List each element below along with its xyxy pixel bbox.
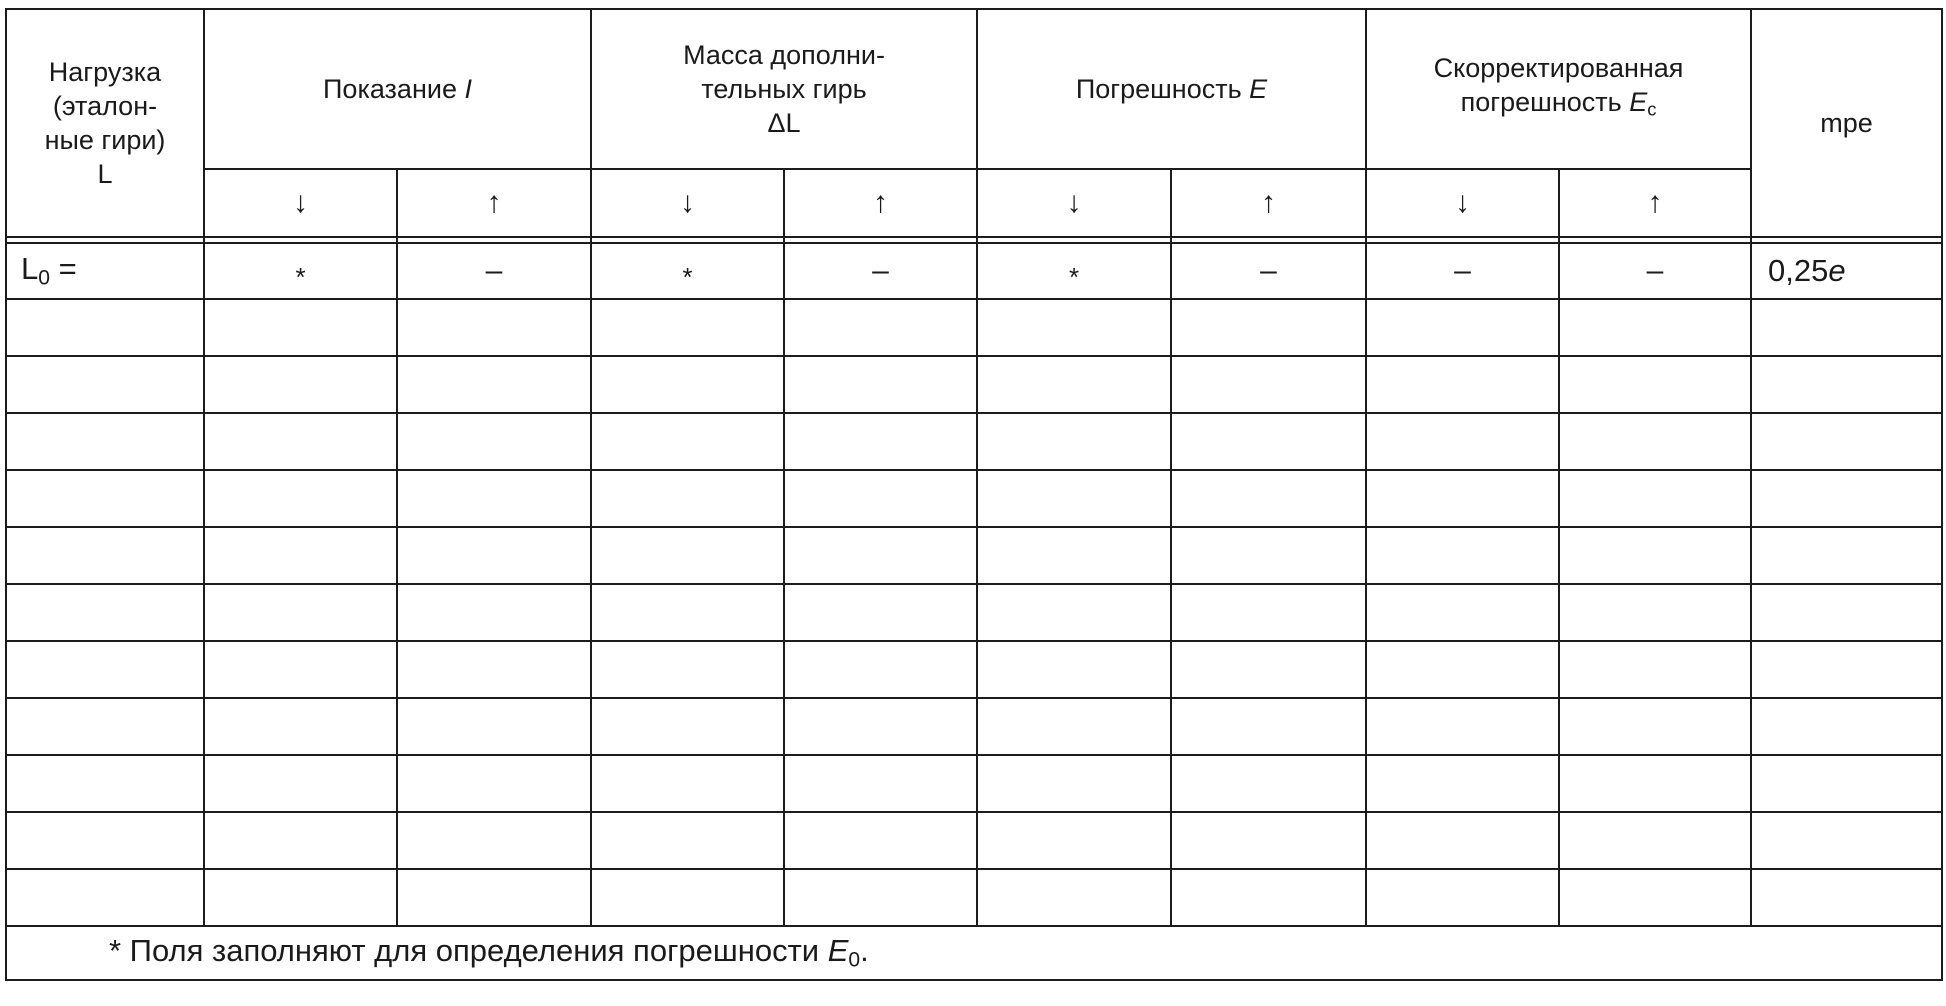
dash-mark: – (485, 254, 503, 287)
footnote-period: . (860, 933, 869, 969)
empty-cell[interactable] (6, 869, 204, 926)
empty-cell[interactable] (784, 869, 977, 926)
footnote (6, 926, 1942, 980)
form-sheet (5, 8, 1941, 1002)
empty-cell[interactable] (1171, 698, 1366, 755)
empty-cell[interactable] (591, 812, 784, 869)
down-arrow-icon: ↓ (1366, 169, 1559, 237)
empty-cell[interactable] (204, 812, 397, 869)
asterisk-mark: * (1068, 262, 1080, 292)
empty-cell[interactable] (977, 584, 1171, 641)
corrected-error-line: Скорректированная (1433, 53, 1684, 84)
empty-cell[interactable] (784, 641, 977, 698)
empty-cell[interactable] (1366, 299, 1559, 356)
empty-cell[interactable] (204, 755, 397, 812)
indication-header-text: Показание (323, 74, 465, 104)
empty-cell[interactable] (591, 299, 784, 356)
empty-cell[interactable] (1559, 356, 1751, 413)
empty-cell[interactable] (204, 698, 397, 755)
asterisk-mark: * (295, 262, 306, 292)
direction-row (6, 169, 1942, 237)
empty-cell[interactable] (1751, 812, 1942, 869)
empty-cell[interactable] (977, 698, 1171, 755)
empty-cell[interactable] (977, 470, 1171, 527)
empty-cell[interactable] (591, 698, 784, 755)
empty-cell[interactable] (1171, 584, 1366, 641)
empty-cell[interactable] (397, 869, 591, 926)
empty-cell[interactable] (6, 299, 204, 356)
table-cell (784, 243, 977, 299)
empty-cell[interactable] (397, 755, 591, 812)
empty-cell[interactable] (6, 812, 204, 869)
table-row (6, 869, 1942, 926)
empty-cell[interactable] (1751, 470, 1942, 527)
empty-cell[interactable] (977, 641, 1171, 698)
empty-cell[interactable] (591, 527, 784, 584)
up-arrow-icon: ↑ (784, 169, 977, 237)
down-arrow-icon: ↓ (977, 169, 1171, 237)
empty-cell[interactable] (1559, 698, 1751, 755)
dash-mark: – (1454, 254, 1471, 287)
empty-cell[interactable] (1751, 527, 1942, 584)
down-arrow-icon: ↓ (591, 169, 784, 237)
mpe-number: 0,25 (1768, 253, 1829, 288)
table-row (6, 812, 1942, 869)
error-table (5, 8, 1943, 981)
empty-cell[interactable] (1751, 869, 1942, 926)
empty-cell[interactable] (1366, 869, 1559, 926)
empty-cell[interactable] (591, 869, 784, 926)
empty-cell[interactable] (977, 299, 1171, 356)
load-subscript: 0 (38, 266, 50, 290)
zero-load-label (6, 243, 204, 299)
corrected-error-text: погрешность (1460, 87, 1630, 118)
empty-cell[interactable] (1751, 356, 1942, 413)
empty-cell[interactable] (784, 527, 977, 584)
empty-cell[interactable] (6, 584, 204, 641)
empty-cell[interactable] (977, 413, 1171, 470)
error-header (977, 9, 1366, 169)
footnote-subscript: 0 (848, 948, 861, 972)
dash-mark: – (872, 254, 889, 287)
added-mass-header (591, 9, 977, 169)
empty-cell[interactable] (1366, 527, 1559, 584)
table-row (6, 584, 1942, 641)
empty-cell[interactable] (591, 356, 784, 413)
load-header (6, 9, 204, 237)
empty-cell[interactable] (1559, 641, 1751, 698)
table-row (6, 356, 1942, 413)
table-cell (1366, 243, 1559, 299)
table-row (6, 299, 1942, 356)
empty-cell[interactable] (1171, 641, 1366, 698)
empty-cell[interactable] (204, 869, 397, 926)
table-cell (591, 243, 784, 299)
empty-cell[interactable] (397, 641, 591, 698)
empty-cell[interactable] (204, 470, 397, 527)
empty-cell[interactable] (784, 299, 977, 356)
corrected-error-subscript: c (1647, 98, 1657, 120)
dash-mark: – (1646, 254, 1664, 287)
empty-cell[interactable] (397, 356, 591, 413)
empty-cell[interactable] (784, 584, 977, 641)
empty-cell[interactable] (6, 413, 204, 470)
empty-cell[interactable] (204, 356, 397, 413)
empty-cell[interactable] (1171, 299, 1366, 356)
empty-cell[interactable] (1366, 812, 1559, 869)
corrected-error-line (1367, 85, 1750, 127)
empty-cell[interactable] (1559, 413, 1751, 470)
table-row (6, 470, 1942, 527)
empty-cell[interactable] (1751, 641, 1942, 698)
table-row (6, 527, 1942, 584)
empty-cell[interactable] (591, 470, 784, 527)
down-arrow-icon: ↓ (204, 169, 397, 237)
empty-cell[interactable] (1171, 527, 1366, 584)
empty-cell[interactable] (977, 812, 1171, 869)
empty-cell[interactable] (1751, 755, 1942, 812)
empty-cell[interactable] (1171, 470, 1366, 527)
table-cell (1559, 243, 1751, 299)
empty-cell[interactable] (784, 698, 977, 755)
table-cell (1171, 243, 1366, 299)
table-row (6, 413, 1942, 470)
up-arrow-icon: ↑ (397, 169, 591, 237)
empty-cell[interactable] (1751, 413, 1942, 470)
blank-rows (6, 299, 1942, 926)
empty-cell[interactable] (204, 413, 397, 470)
empty-cell[interactable] (1366, 413, 1559, 470)
empty-cell[interactable] (6, 527, 204, 584)
empty-cell[interactable] (1559, 527, 1751, 584)
empty-cell[interactable] (6, 641, 204, 698)
empty-cell[interactable] (6, 755, 204, 812)
empty-cell[interactable] (1366, 584, 1559, 641)
corrected-error-symbol: E (1629, 87, 1648, 118)
empty-cell[interactable] (204, 527, 397, 584)
empty-cell[interactable] (784, 470, 977, 527)
load-header-line: (эталон- (52, 91, 158, 121)
empty-cell[interactable] (397, 698, 591, 755)
table-cell (204, 243, 397, 299)
load-header-line: Нагрузка (48, 57, 162, 87)
asterisk-mark: * (682, 262, 693, 292)
empty-cell[interactable] (1171, 356, 1366, 413)
table-row (6, 641, 1942, 698)
empty-cell[interactable] (591, 755, 784, 812)
indication-header (204, 9, 591, 169)
footnote-row (6, 926, 1942, 980)
empty-cell[interactable] (784, 356, 977, 413)
load-header-line: ные гири) (44, 125, 166, 155)
empty-cell[interactable] (977, 356, 1171, 413)
load-header-symbol: L (97, 159, 113, 189)
corrected-error-header (1366, 9, 1751, 169)
empty-cell[interactable] (1751, 299, 1942, 356)
footnote-symbol: E (827, 933, 849, 969)
empty-cell[interactable] (1366, 755, 1559, 812)
empty-cell[interactable] (204, 641, 397, 698)
table-cell (977, 243, 1171, 299)
load-symbol: L (21, 251, 39, 287)
empty-cell[interactable] (1751, 698, 1942, 755)
table-cell (397, 243, 591, 299)
equals-sign: = (49, 251, 77, 287)
empty-cell[interactable] (1171, 413, 1366, 470)
dash-mark: – (1260, 254, 1277, 287)
empty-cell[interactable] (6, 356, 204, 413)
empty-cell[interactable] (1559, 299, 1751, 356)
empty-cell[interactable] (591, 413, 784, 470)
error-symbol: E (1249, 74, 1268, 104)
empty-cell[interactable] (6, 698, 204, 755)
empty-cell[interactable] (204, 584, 397, 641)
empty-cell[interactable] (204, 299, 397, 356)
indication-symbol: I (464, 74, 472, 104)
up-arrow-icon: ↑ (1559, 169, 1751, 237)
table-row (6, 755, 1942, 812)
added-mass-symbol: ΔL (767, 108, 801, 138)
mpe-header: mpe (1751, 9, 1942, 237)
empty-cell[interactable] (1366, 356, 1559, 413)
empty-cell[interactable] (977, 527, 1171, 584)
empty-cell[interactable] (1171, 755, 1366, 812)
empty-cell[interactable] (977, 869, 1171, 926)
error-header-text: Погрешность (1075, 74, 1250, 104)
empty-cell[interactable] (1366, 470, 1559, 527)
up-arrow-icon: ↑ (1171, 169, 1366, 237)
empty-cell[interactable] (784, 812, 977, 869)
mpe-value (1751, 243, 1942, 299)
empty-cell[interactable] (1171, 869, 1366, 926)
empty-cell[interactable] (1559, 812, 1751, 869)
empty-cell[interactable] (784, 755, 977, 812)
mpe-unit: e (1828, 253, 1846, 288)
empty-cell[interactable] (1366, 641, 1559, 698)
added-mass-line: Масса дополни- (683, 40, 885, 70)
table-row (6, 698, 1942, 755)
empty-cell[interactable] (397, 584, 591, 641)
footnote-text: * Поля заполняют для определения погрешности (109, 933, 828, 969)
empty-cell[interactable] (977, 755, 1171, 812)
empty-cell[interactable] (397, 812, 591, 869)
empty-cell[interactable] (591, 584, 784, 641)
empty-cell[interactable] (397, 299, 591, 356)
empty-cell[interactable] (1366, 698, 1559, 755)
empty-cell[interactable] (1559, 470, 1751, 527)
empty-cell[interactable] (397, 470, 591, 527)
empty-cell[interactable] (784, 413, 977, 470)
header-row (6, 9, 1942, 169)
empty-cell[interactable] (397, 527, 591, 584)
empty-cell[interactable] (397, 413, 591, 470)
empty-cell[interactable] (1559, 869, 1751, 926)
empty-cell[interactable] (6, 470, 204, 527)
added-mass-line: тельных гирь (701, 74, 867, 104)
empty-cell[interactable] (1751, 584, 1942, 641)
empty-cell[interactable] (591, 641, 784, 698)
empty-cell[interactable] (1559, 584, 1751, 641)
empty-cell[interactable] (1559, 755, 1751, 812)
zero-load-row (6, 243, 1942, 299)
empty-cell[interactable] (1171, 812, 1366, 869)
